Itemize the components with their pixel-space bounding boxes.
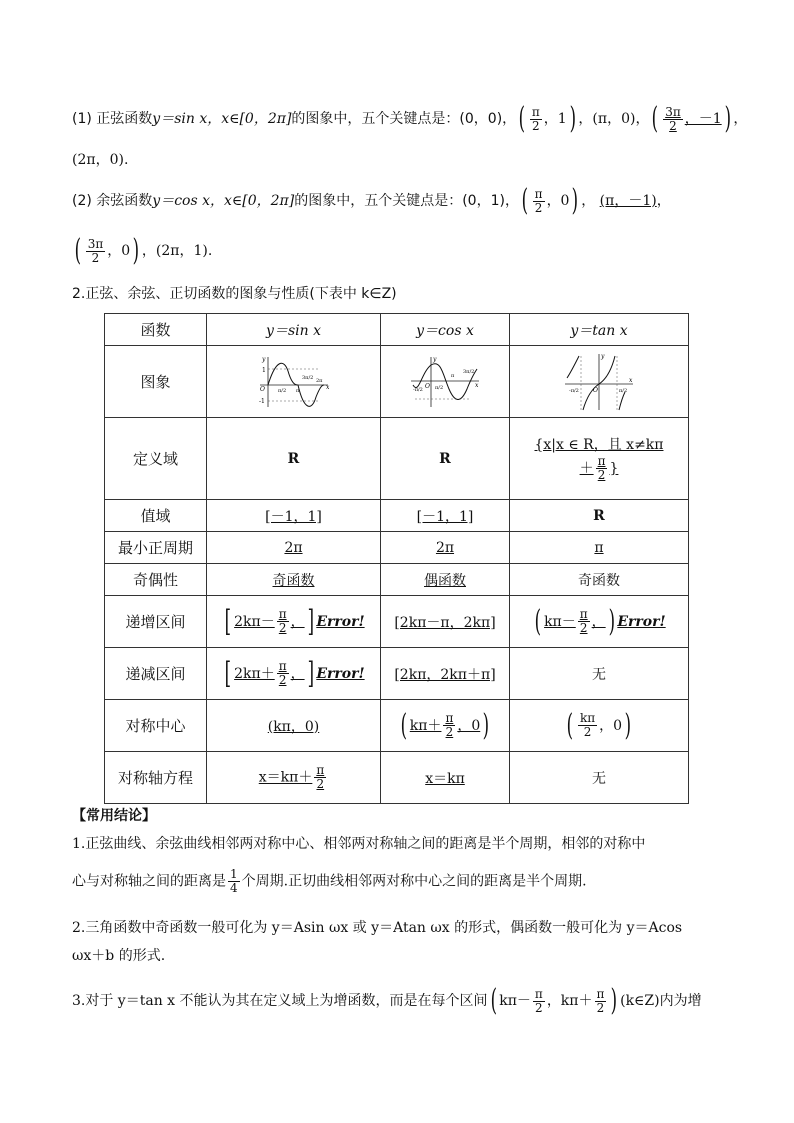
- row-label-increasing: 递增区间: [105, 596, 207, 648]
- decreasing-tan: 无: [510, 648, 689, 700]
- increasing-tan: ( kπ－ $\frac{\pi}{2}$ ，) Error!: [510, 596, 689, 648]
- header-cos: y＝cos x: [381, 314, 510, 346]
- svg-text:-1: -1: [258, 397, 265, 405]
- item2-func: y＝cos x，x∈[0，2π]: [152, 193, 295, 209]
- domain-cos: R: [381, 418, 510, 500]
- svg-text:3π/2: 3π/2: [463, 368, 475, 375]
- section2-heading: 2.正弦、余弦、正切函数的图象与性质(下表中 k∈Z): [72, 286, 397, 302]
- cos-graph: [381, 346, 510, 418]
- conclusion-1b: 心与对称轴之间的距离是 $\frac{1}{4}$ 个周期.正切曲线相邻两对称中心之间的距离是半个周期.: [72, 867, 587, 895]
- sin-graph: [207, 346, 381, 418]
- axis-sin: x＝kπ＋ $\frac{\pi}{2}$: [207, 752, 381, 804]
- svg-text:y: y: [261, 355, 265, 363]
- row-label-period: 最小正周期: [105, 532, 207, 564]
- item2-cont: ( $\frac{3\pi}{2}$ ，0) ，(2π，1).: [74, 233, 213, 268]
- properties-table: [104, 313, 689, 804]
- table-row-increasing: [105, 596, 689, 648]
- row-label-parity: 奇偶性: [105, 564, 207, 596]
- sin-graph-image: [258, 355, 330, 409]
- parity-cos: 偶函数: [381, 564, 510, 596]
- item2-prefix: (2) 余弦函数: [72, 193, 153, 209]
- parity-sin: 奇函数: [207, 564, 381, 596]
- period-tan: π: [510, 532, 689, 564]
- period-cos: 2π: [381, 532, 510, 564]
- center-sin: (kπ，0): [207, 700, 381, 752]
- svg-text:π/2: π/2: [619, 387, 628, 394]
- table-row-center: [105, 700, 689, 752]
- item1-frac-3pi2: $\frac{3\pi}{2}$: [665, 104, 681, 133]
- svg-text:2π: 2π: [315, 377, 322, 384]
- domain-sin: R: [207, 418, 381, 500]
- table-row-decreasing: [105, 648, 689, 700]
- conclusion-2b: ωx＋b 的形式.: [72, 948, 166, 964]
- item2-frac-3pi2: $\frac{3\pi}{2}$: [87, 236, 104, 265]
- svg-text:x: x: [325, 383, 329, 391]
- svg-text:π: π: [451, 372, 455, 379]
- quarter-fraction: $\frac{1}{4}$: [230, 867, 238, 895]
- row-label-domain: 定义域: [105, 418, 207, 500]
- table-row-graph: [105, 346, 689, 418]
- svg-text:3π/2: 3π/2: [301, 374, 313, 381]
- conclusions-heading: 【常用结论】: [72, 808, 156, 824]
- item1-frac-pi2: $\frac{\pi}{2}$: [531, 104, 540, 133]
- svg-text:y: y: [433, 355, 437, 363]
- center-tan: ( $\frac{k\pi}{2}$ ，0): [510, 700, 689, 752]
- header-tan: y＝tan x: [510, 314, 689, 346]
- svg-text:π: π: [295, 387, 299, 394]
- svg-text:O: O: [425, 382, 430, 390]
- period-sin: 2π: [207, 532, 381, 564]
- row-label-center: 对称中心: [105, 700, 207, 752]
- svg-text:O: O: [593, 386, 598, 394]
- svg-text:x: x: [629, 376, 633, 384]
- decreasing-sin: [ 2kπ＋ $\frac{\pi}{2}$ ，] Error!: [207, 648, 381, 700]
- tan-graph-image: [563, 352, 635, 412]
- cos-graph-image: [409, 355, 481, 409]
- table-row-period: [105, 532, 689, 564]
- increasing-sin: [ 2kπ－ $\frac{\pi}{2}$ ，] Error!: [207, 596, 381, 648]
- row-label-range: 值域: [105, 500, 207, 532]
- item1-func: y＝sin x，x∈[0，2π]: [152, 111, 292, 127]
- svg-text:-π/2: -π/2: [413, 386, 423, 393]
- table-row-axis: [105, 752, 689, 804]
- item1-mid: 的图象中，五个关键点是：(0，0)，: [291, 111, 517, 127]
- svg-text:π/2: π/2: [435, 384, 444, 391]
- svg-text:y: y: [601, 352, 605, 360]
- axis-cos: x＝kπ: [381, 752, 510, 804]
- domain-tan: {x|x ∈ R，且 x≠kπ ＋ $\frac{\pi}{2}$ }: [510, 418, 689, 500]
- header-sin: y＝sin x: [207, 314, 381, 346]
- item2-mid: 的图象中，五个关键点是：(0，1)，: [294, 193, 519, 209]
- range-sin: [－1，1]: [207, 500, 381, 532]
- conclusion-3a: 3.对于 y＝tan x 不能认为其在定义域上为增函数，而是在每个区间( kπ－ $\frac{\pi}{2}$ ，kπ＋ $\frac{\pi}{2}$ ) (k∈Z)内为增: [72, 983, 702, 1018]
- tan-graph: [510, 346, 689, 418]
- header-func: 函数: [105, 314, 207, 346]
- parity-tan: 奇函数: [510, 564, 689, 596]
- svg-text:1: 1: [261, 366, 266, 374]
- table-row-range: [105, 500, 689, 532]
- conclusion-1a: 1.正弦曲线、余弦曲线相邻两对称中心、相邻两对称轴之间的距离是半个周期，相邻的对称中: [72, 836, 646, 852]
- svg-text:O: O: [259, 385, 265, 393]
- item1-cont: (2π，0).: [72, 152, 129, 168]
- row-label-graph: 图象: [105, 346, 207, 418]
- row-label-decreasing: 递减区间: [105, 648, 207, 700]
- center-cos: ( kπ＋ $\frac{\pi}{2}$ ，0): [381, 700, 510, 752]
- item2-line: (2) 余弦函数y＝cos x，x∈[0，2π]的图象中，五个关键点是：(0，1)，( $\frac{\pi}{2}$ ，0) ， (π，－1)，: [72, 183, 671, 218]
- range-cos: [－1，1]: [381, 500, 510, 532]
- table-row-parity: [105, 564, 689, 596]
- item1-line: (1) 正弦函数y＝sin x，x∈[0，2π]的图象中，五个关键点是：(0，0)，( $\frac{\pi}{2}$ ，1) ，(π，0)，( $\frac{3\pi}{2}$ ，－1) ，: [72, 101, 748, 136]
- axis-tan: 无: [510, 752, 689, 804]
- range-tan: R: [510, 500, 689, 532]
- table-row-domain: [105, 418, 689, 500]
- decreasing-cos: [2kπ，2kπ＋π]: [381, 648, 510, 700]
- increasing-cos: [2kπ－π，2kπ]: [381, 596, 510, 648]
- svg-text:-π/2: -π/2: [569, 387, 579, 394]
- table-header-row: [105, 314, 689, 346]
- item1-prefix: (1) 正弦函数: [72, 111, 153, 127]
- item2-frac-pi2: $\frac{\pi}{2}$: [534, 186, 543, 215]
- item2-point-pi: (π，－1): [599, 193, 657, 209]
- row-label-axis: 对称轴方程: [105, 752, 207, 804]
- svg-text:π/2: π/2: [277, 387, 286, 394]
- svg-text:x: x: [475, 381, 479, 389]
- conclusion-2a: 2.三角函数中奇函数一般可化为 y＝Asin ωx 或 y＝Atan ωx 的形式，偶函数一般可化为 y＝Acos: [72, 920, 683, 936]
